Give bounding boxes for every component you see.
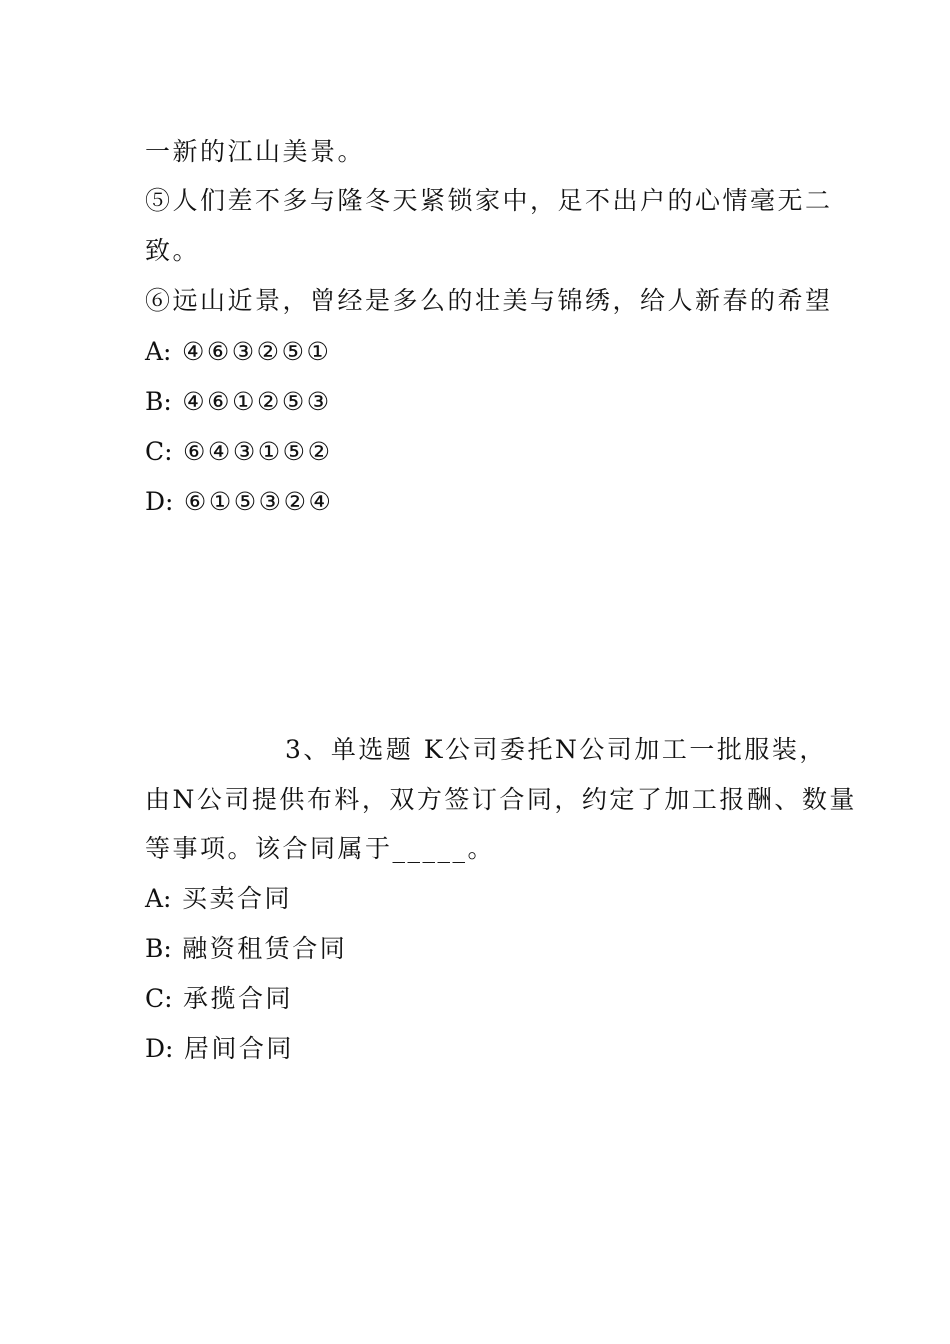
option-text: 融资租赁合同 — [182, 934, 348, 963]
option-text: ⑥④③①⑤② — [183, 437, 333, 466]
option-label: A: — [145, 884, 172, 913]
option-text: ⑥①⑤③②④ — [183, 487, 334, 516]
option-text: 买卖合同 — [181, 884, 292, 913]
option-c — [145, 437, 333, 467]
option-text: 居间合同 — [183, 1034, 294, 1063]
question-text-line: ⑥远山近景，曾经是多么的壮美与锦绣，给人新春的希望 — [145, 286, 833, 315]
option-c — [145, 984, 293, 1014]
option-text: ④⑥①②⑤③ — [182, 387, 332, 416]
option-label: D: — [145, 487, 174, 516]
question-text-line: 一新的江山美景。 — [145, 137, 366, 166]
option-label: B: — [145, 934, 172, 963]
question-text-line: 致。 — [145, 236, 201, 265]
option-a — [145, 337, 331, 367]
option-text: 承揽合同 — [183, 984, 294, 1013]
option-label: D: — [145, 1034, 174, 1063]
option-b — [145, 387, 332, 417]
option-label: C: — [145, 984, 173, 1013]
option-label: B: — [145, 387, 172, 416]
option-a — [145, 884, 292, 914]
question-text-line: 由N公司提供布料，双方签订合同，约定了加工报酬、数量 — [145, 785, 857, 814]
question-text-line: 等事项。该合同属于_____。 — [145, 834, 496, 863]
question-text-line: ⑤人们差不多与隆冬天紧锁家中，足不出户的心情毫无二 — [145, 186, 833, 215]
option-b — [145, 934, 347, 964]
option-label: A: — [145, 337, 172, 366]
option-text: ④⑥③②⑤① — [181, 337, 332, 366]
question-header: 3、单选题 K公司委托N公司加工一批服装， — [285, 735, 827, 764]
option-d — [145, 487, 333, 517]
option-label: C: — [145, 437, 173, 466]
option-d — [145, 1034, 294, 1064]
